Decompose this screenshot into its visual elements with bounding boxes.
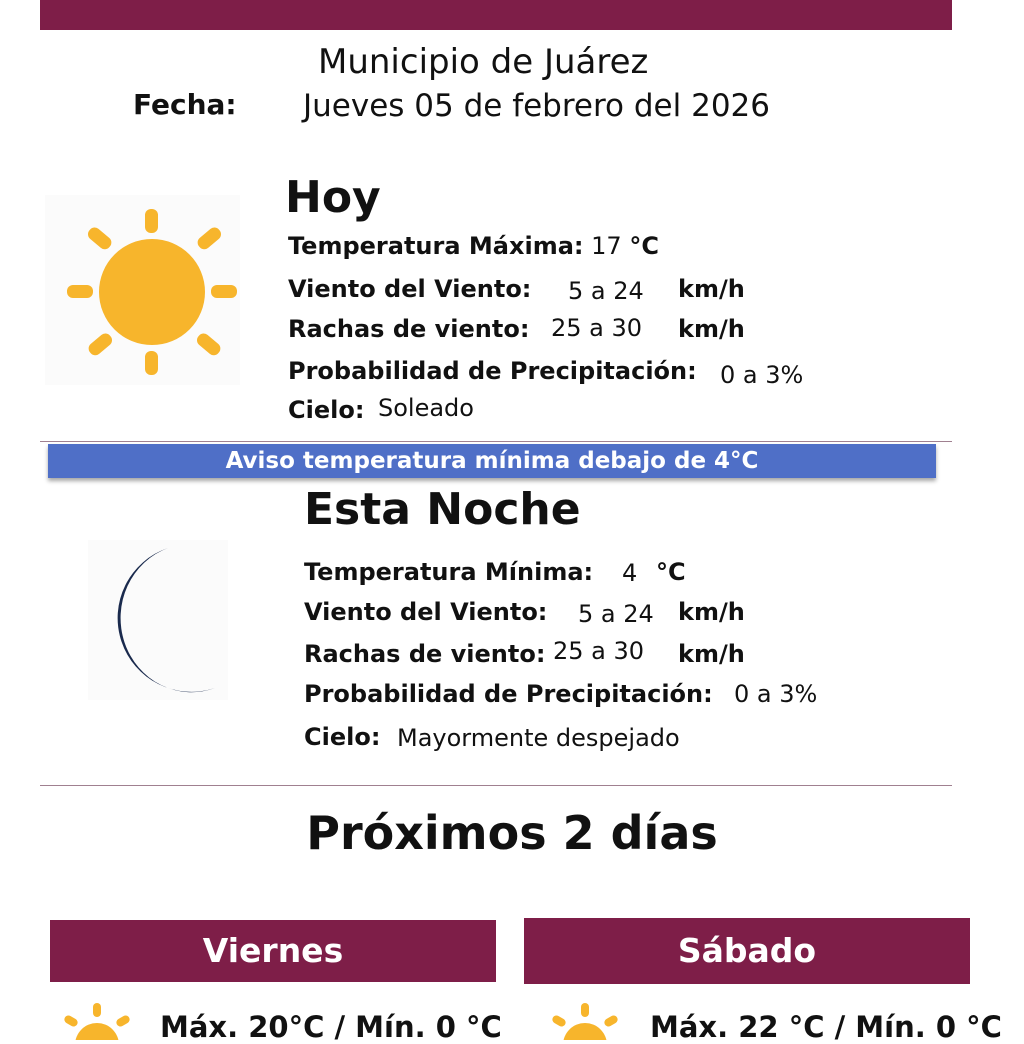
- divider: [40, 785, 952, 786]
- tonight-precip-label: Probabilidad de Precipitación:: [304, 680, 713, 708]
- today-gust-label: Rachas de viento:: [288, 315, 530, 343]
- today-temp-unit: °C: [629, 232, 659, 260]
- tonight-precip-row: [304, 680, 713, 708]
- tonight-temp-row: [304, 558, 593, 586]
- saturday-summary: Máx. 22 °C / Mín. 0 °C: [650, 1010, 1002, 1044]
- header-bar: [40, 0, 952, 30]
- divider: [40, 441, 952, 442]
- moon-icon-panel: [88, 540, 228, 700]
- today-temp-row: [288, 232, 659, 260]
- date-value: Jueves 05 de febrero del 2026: [303, 88, 770, 124]
- tonight-sky-label: Cielo:: [304, 723, 381, 751]
- tonight-wind-row: [304, 598, 547, 626]
- today-wind-row: [288, 275, 531, 303]
- sun-icon: [45, 195, 240, 385]
- today-gust-row: [288, 315, 529, 343]
- moon-icon: [88, 540, 228, 700]
- day-header-friday: Viernes: [50, 920, 496, 982]
- forecast-title: Próximos 2 días: [306, 806, 718, 860]
- today-sky-label: Cielo:: [288, 396, 365, 424]
- tonight-wind-unit: km/h: [678, 598, 745, 626]
- tonight-sky-row: [304, 723, 380, 751]
- tonight-wind-value: 5 a 24: [578, 600, 654, 628]
- tonight-temp-value: 4: [622, 559, 638, 587]
- today-precip-value: 0 a 3%: [720, 361, 804, 389]
- date-label: Fecha:: [133, 88, 237, 121]
- today-wind-label: Viento del Viento:: [288, 275, 532, 303]
- today-precip-label: Probabilidad de Precipitación:: [288, 357, 697, 385]
- tonight-temp-label: Temperatura Mínima:: [304, 558, 594, 586]
- sun-icon: [52, 1000, 142, 1040]
- tonight-gust-row: [304, 640, 545, 668]
- tonight-wind-label: Viento del Viento:: [304, 598, 548, 626]
- today-title: Hoy: [285, 172, 381, 223]
- today-wind-value: 5 a 24: [568, 277, 644, 305]
- today-sky-row: [288, 396, 364, 424]
- today-temp-label: Temperatura Máxima:: [288, 232, 584, 260]
- tonight-temp-unit: °C: [656, 558, 686, 586]
- day-header-saturday: Sábado: [524, 918, 970, 984]
- tonight-precip-value: 0 a 3%: [734, 680, 818, 708]
- tonight-sky-value: Mayormente despejado: [397, 724, 680, 752]
- alert-banner: Aviso temperatura mínima debajo de 4°C: [48, 444, 936, 478]
- today-gust-unit: km/h: [678, 315, 745, 343]
- municipality-title: Municipio de Juárez: [318, 42, 649, 82]
- tonight-gust-label: Rachas de viento:: [304, 640, 546, 668]
- today-gust-value: 25 a 30: [551, 314, 643, 342]
- tonight-gust-unit: km/h: [678, 640, 745, 668]
- today-precip-row: [288, 357, 697, 385]
- today-temp-value: 17: [591, 232, 622, 260]
- tonight-title: Esta Noche: [304, 484, 581, 535]
- today-sky-value: Soleado: [378, 394, 474, 422]
- tonight-gust-value: 25 a 30: [553, 637, 645, 665]
- friday-summary: Máx. 20°C / Mín. 0 °C: [160, 1010, 502, 1044]
- sun-icon-panel: [45, 195, 240, 385]
- sun-icon: [540, 1000, 630, 1040]
- today-wind-unit: km/h: [678, 275, 745, 303]
